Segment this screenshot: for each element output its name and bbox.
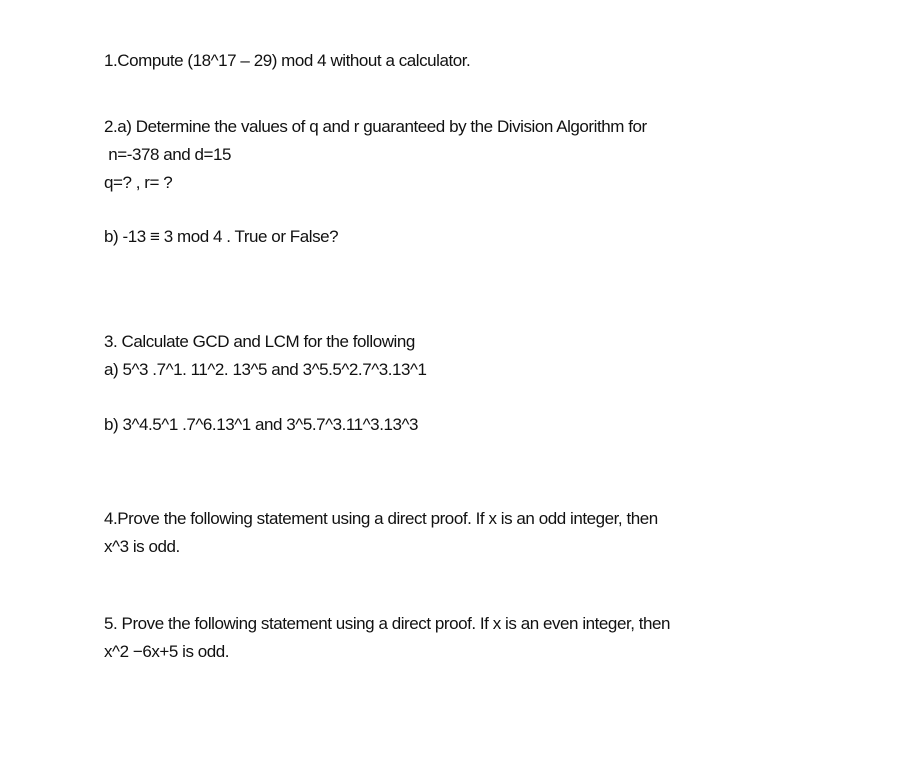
question-1: 1.Compute (18^17 – 29) mod 4 without a calculator. (104, 51, 471, 70)
question-2a-line-3: q=? , r= ? (104, 173, 173, 192)
question-2b: b) -13 ≡ 3 mod 4 . True or False? (104, 227, 339, 246)
question-3-title: 3. Calculate GCD and LCM for the following (104, 332, 415, 351)
question-4-line-1: 4.Prove the following statement using a direct proof. If x is an odd integer, then (104, 509, 658, 528)
question-2a-line-1: 2.a) Determine the values of q and r guaranteed by the Division Algorithm for (104, 117, 647, 136)
question-5-line-1: 5. Prove the following statement using a direct proof. If x is an even integer, then (104, 614, 671, 633)
question-3a: a) 5^3 .7^1. 11^2. 13^5 and 3^5.5^2.7^3.13^1 (104, 360, 427, 379)
question-5-line-2: x^2 −6x+5 is odd. (104, 642, 230, 661)
question-4-line-2: x^3 is odd. (104, 537, 180, 556)
question-2a-line-2: n=-378 and d=15 (104, 145, 232, 164)
question-3b: b) 3^4.5^1 .7^6.13^1 and 3^5.7^3.11^3.13^3 (104, 415, 419, 434)
